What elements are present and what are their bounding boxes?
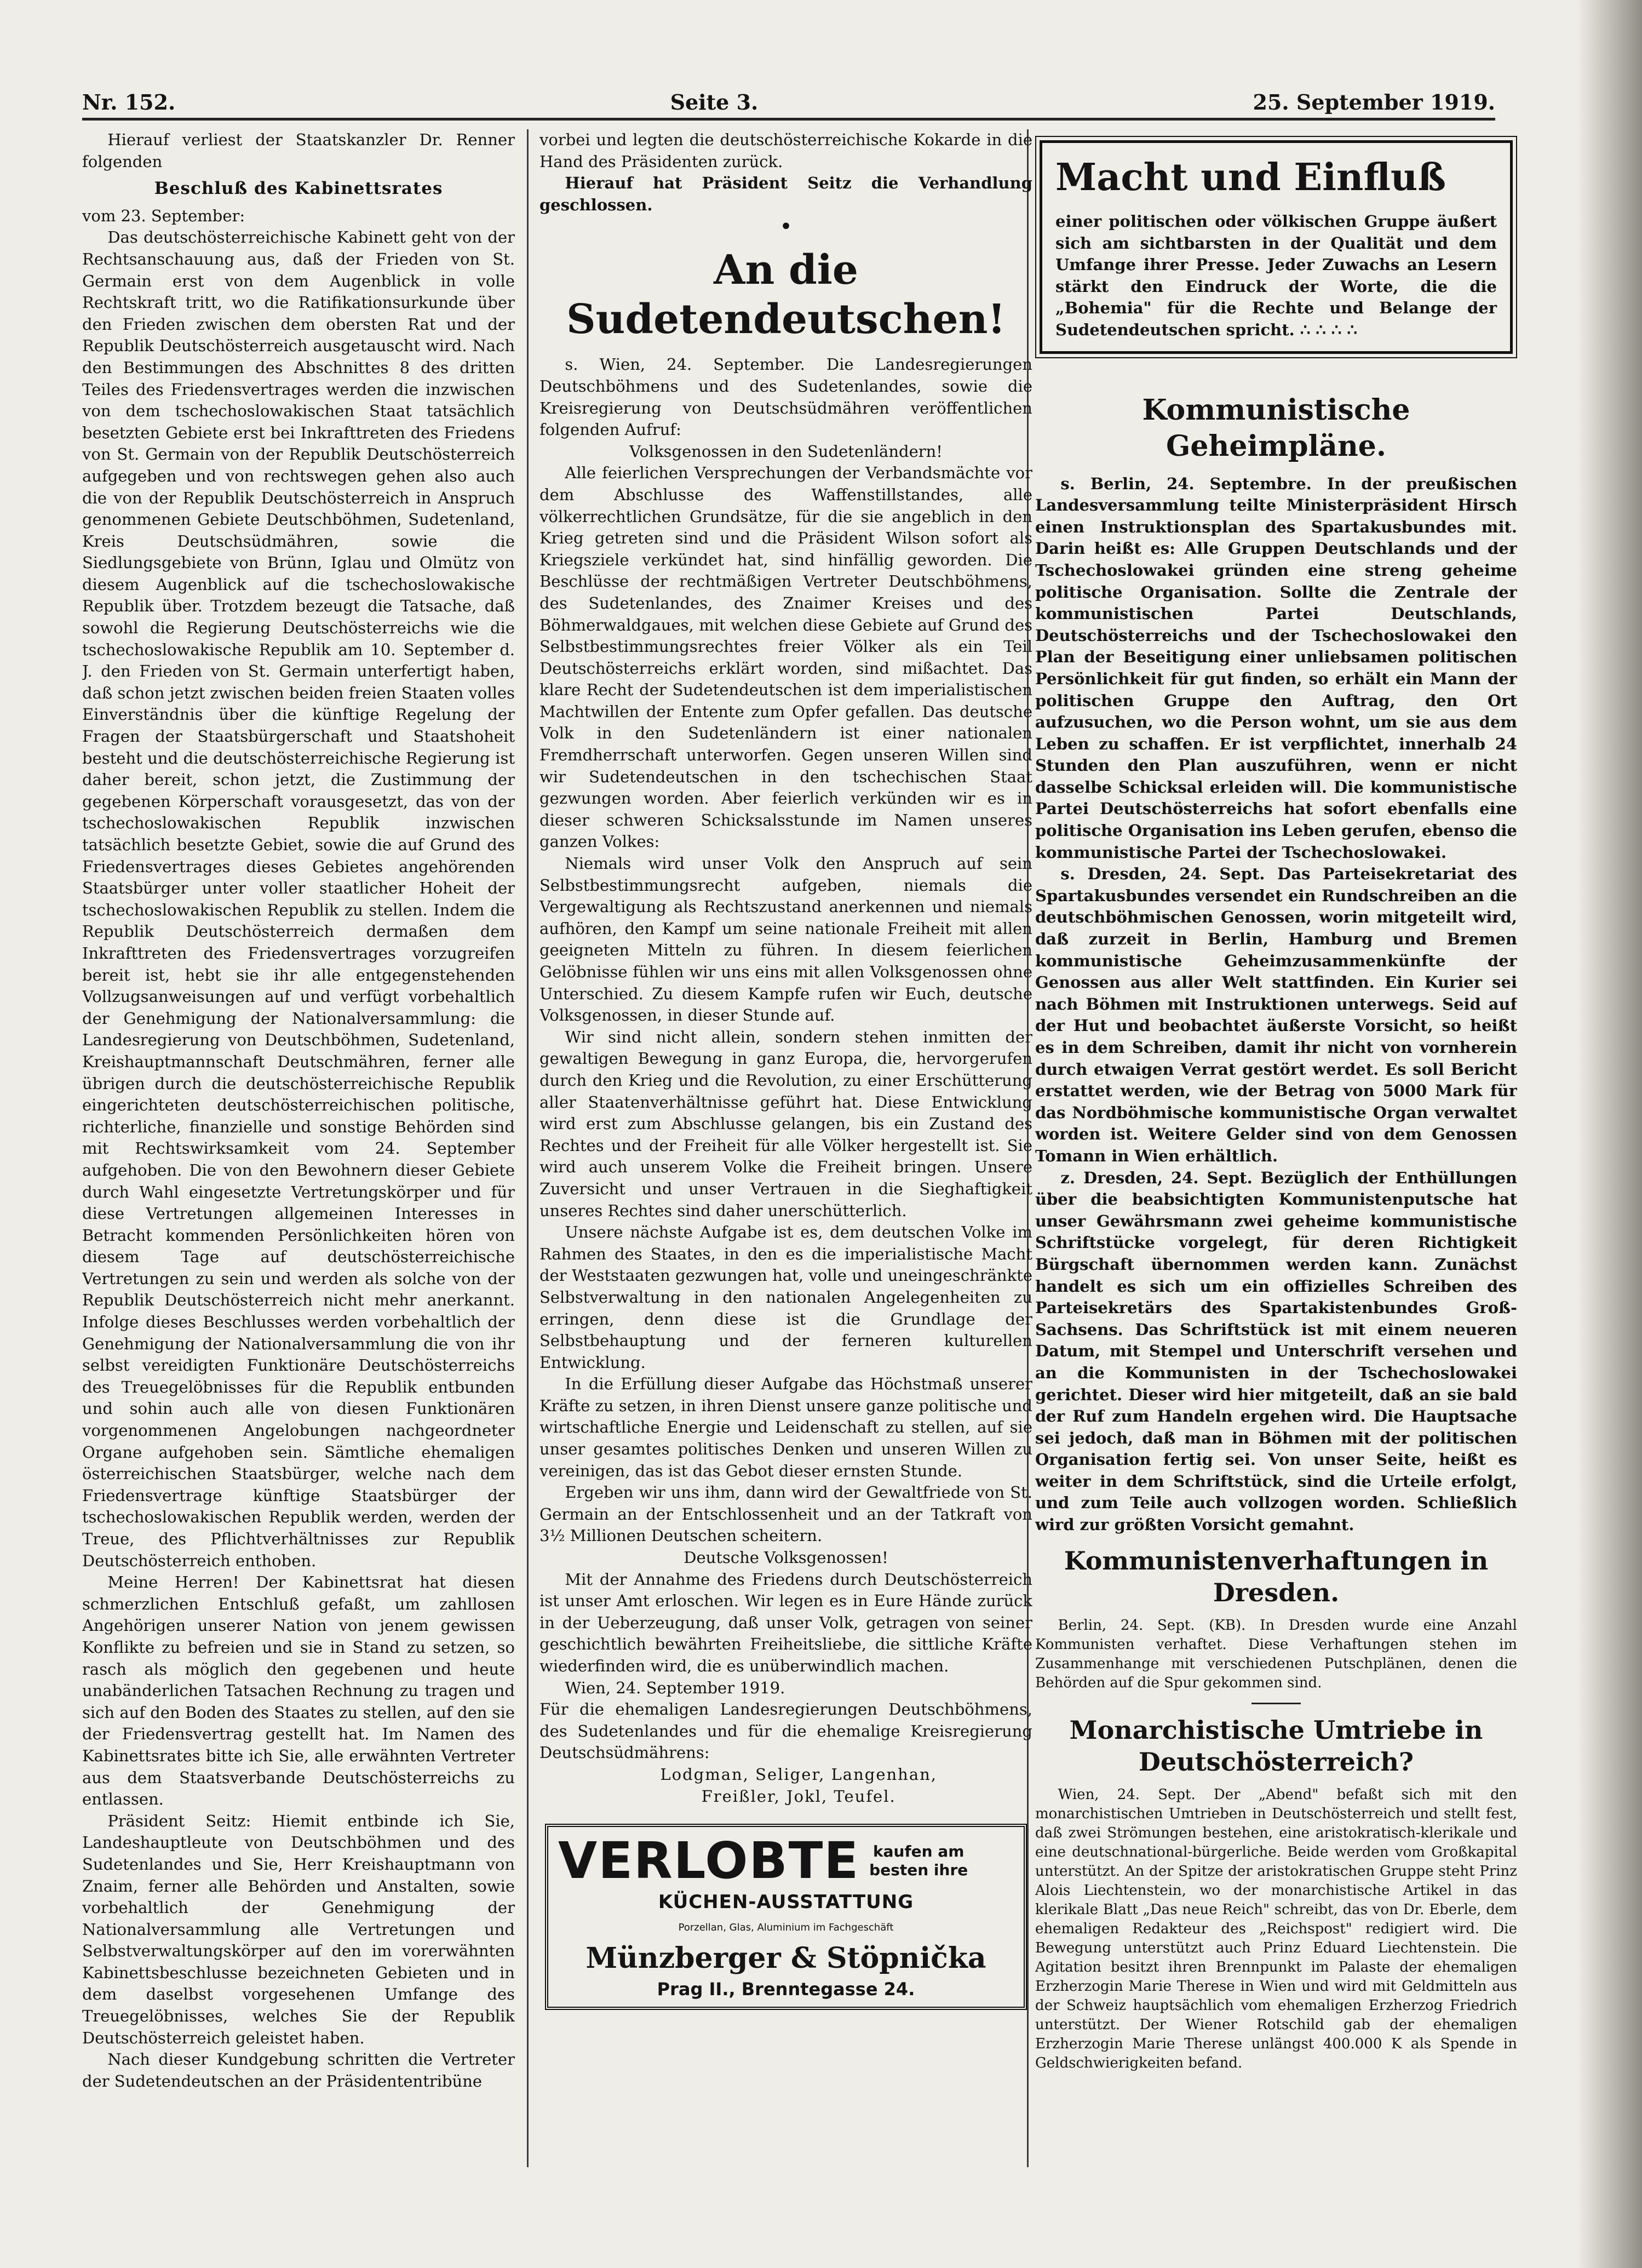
- column-3: [1035, 129, 1517, 2189]
- paragraph: Präsident Seitz: Hiemit entbinde ich Sie, Landeshauptleute von Deutschböhmen und des Sudetenlandes und Sie, Herr Kreishauptmann von Znaim, ferner alle Behörden und Anstalten, sowie vorbehaltlich der Genehmigung der Nationalversammlung alle Vertretungen und Selbstverwaltungskörper auf den im vorerwähnten Kabinettsbeschlusse bezeichneten Gebieten und in dem daselbst vorgesehenen Umfange des Treuegelöbnisses, welches Sie der Republik Deutschösterreich geleistet haben.: [82, 1811, 515, 2047]
- paragraph: Wien, 24. Sept. Der „Abend" befaßt sich mit den monarchistischen Umtrieben in Deutschösterreich und stellt fest, daß zwei Strömungen bestehen, eine aristokratisch-klerikale und eine deutschnational-bürgerliche. Beide werden vom Großkapital unterstützt. An der Spitze der aristokratischen Gruppe steht Prinz Alois Liechtenstein, wo der monarchistische Artikel in das klerikale Blatt „Das neue Reich" schreibt, das von Dr. Eberle, dem ehemaligen Redakteur des „Reichspost" redigiert wird. Die Bewegung unterstützt auch Prinz Eduard Liechtenstein. Die Agitation besitzt ihren Brennpunkt im Palaste der ehemaligen Erzherzogin Marie Therese in Wien und wird mit Geldmitteln aus der Schweiz hauptsächlich vom ehemaligen Erzherzog Friedrich unterstützt. Der Wiener Rotschild gab der ehemaligen Erzherzogin Marie Therese unlängst 400.000 K als Spende in Geldschwierigkeiten befand.: [1035, 1786, 1517, 2071]
- paragraph: In die Erfüllung dieser Aufgabe das Höchstmaß unserer Kräfte zu setzen, in ihren Dienst unsere ganze politische und wirtschaftliche Energie und Leidenschaft zu stellen, auf sie unser gesamtes politisches Denken und unseren Willen zu vereinigen, das ist das Gebot dieser ernsten Stunde.: [539, 1374, 1032, 1480]
- article-heading: Kommunistenverhaftungen in Dresden.: [1064, 1545, 1489, 1607]
- bohemia-promo-box: [1040, 140, 1513, 354]
- paragraph: Das deutschösterreichische Kabinett geht von der Rechtsanschauung aus, daß der Frieden von St. Germain erst von dem Augenblick in volle Rechtskraft tritt, wo die Ratifikationsurkunde über den Frieden zwischen dem obersten Rat und der Republik Deutschösterreich ausgetauscht wird. Nach den Bestimmungen des Abschnittes 8 des dritten Teiles des Friedensvertrages werden die inzwischen von dem tschechoslowakischen Staat tatsächlich besetzten Gebiete erst bei Inkrafttreten des Friedens von St. Germain von der Republik Deutschösterreich aufgegeben und von rechtswegen gehen also auch die von der Republik Deutschösterreich in Anspruch genommenen Gebiete Deutschböhmen, Sudetenland, Kreis Deutschsüdmähren, sowie die Siedlungsgebiete von Brünn, Iglau und Olmütz von diesem Augenblick auf die tschechoslowakische Republik über. Trotzdem bezeugt die Tatsache, daß sowohl die Regierung Deutschösterreichs wie die tschechoslowakische Republik am 10. September d. J. den Frieden von St. Germain unterfertigt haben, daß schon jetzt zwischen beiden freien Staaten volles Einverständnis über die künftige Regelung der Fragen der Staatsbürgerschaft und Staatshoheit besteht und die deutschösterreichische Regierung ist daher bereit, schon jetzt, die Zustimmung der gegebenen Körperschaft vorausgesetzt, das von der tschechoslowakischen Republik inzwischen tatsächlich besetzte Gebiet, sowie die auf Grund des Friedensvertrages dieses Gebietes angehörenden Staatsbürger unter voller staatlicher Hoheit der tschechoslowakischen Republik zu stellen. Indem die Republik Deutschösterreich dermaßen dem Inkrafttreten des Friedensvertrages vorzugreifen bereit ist, hebt sie ihr alle entgegenstehenden Vollzugsanweisungen auf und verfügt vorbehaltlich der Genehmigung der Nationalversammlung: die Landesregierung von Deutschböhmen, Sudetenland, Kreishauptmannschaft Deutschmähren, ferner alle übrigen durch die deutschösterreichische Republik eingerichteten deutschösterreichischen politische, richterliche, finanzielle und sonstige Behörden sind mit Rechtswirksamkeit vom 24. September aufgehoben. Die von den Bewohnern dieser Gebiete durch Wahl eingesetzte Vertretungskörper und für diese Vertretungen allgemeinen Interesses in Betracht kommenden Persönlichkeiten hören von diesem Tage auf deutschösterreichische Vertretungen zu sein und werden als solche von der Republik Deutschösterreich nicht mehr anerkannt. Infolge dieses Beschlusses werden vorbehaltlich der Genehmigung der Nationalversammlung die von ihr selbst vereidigten Funktionäre Deutschösterreichs des Treuegelöbnisses für die Republik entbunden und sohin auch alle von diesen Funktionären vorgenommenen Angelobungen nachgeordneter Organe aufgehoben sein. Sämtliche ehemaligen österreichischen Staatsbürger, welche nach dem Friedensvertrage künftige Staatsbürger der tschechoslowakischen Republik werden, werden der Treue, des Pflichtverhältnisses zur Republik Deutschösterreich enthoben.: [82, 228, 515, 1570]
- paragraph: s. Dresden, 24. Sept. Das Parteisekretariat des Spartakusbundes versendet ein Rundschreiben an die deutschböhmischen Genossen, worin mitgeteilt wird, daß zurzeit in Berlin, Hamburg und Bremen kommunistische Geheimzusammenkünfte der Genossen aus aller Welt stattfinden. Ein Kurier sei nach Böhmen mit Instruktionen unterwegs. Seid auf der Hut und beobachtet äußerste Vorsicht, so heißt es in dem Schreiben, damit ihr nicht von vornherein durch etwaigen Verrat gestört werdet. Es soll Bericht erstattet werden, wie der Betrag von 5000 Mark für das Nordböhmische kommunistische Organ verwaltet worden ist. Weitere Gelder sind von dem Genossen Tomann in Wien erhältlich.: [1035, 864, 1517, 1165]
- ad-side-line: kaufen am: [873, 1842, 964, 1861]
- paragraph: Alle feierlichen Versprechungen der Verbandsmächte vor dem Abschlusse des Waffenstillstandes, alle völkerrechtlichen Grundsätze, für die sie angeblich in den Krieg getreten sind und die Präsident Wilson sofort als Kriegsziele verkündet hat, sind hinfällig geworden. Die Beschlüsse der rechtmäßigen Vertreter Deutschböhmens, des Sudetenlandes, des Znaimer Kreises und des Böhmerwaldgaues, mit welchen diese Gebiete auf Grund des Selbstbestimmungsrechtes freier Völker als ein Teil Deutschösterreichs erklärt worden, sind mißachtet. Das klare Recht der Sudetendeutschen ist dem imperialistischen Machtwillen der Entente zum Opfer gefallen. Das deutsche Volk in den Sudetenländern ist einer nationalen Fremdherrschaft unterworfen. Gegen unseren Willen sind wir Sudetendeutschen in den tschechischen Staat gezwungen worden. Aber feierlich verkünden wir es in dieser schweren Schicksalsstunde im Namen unseres ganzen Volkes:: [539, 463, 1032, 851]
- paragraph: Unsere nächste Aufgabe ist es, dem deutschen Volke im Rahmen des Staates, in den es die imperialistische Macht der Weststaaten gezwungen hat, volle und uneingeschränkte Selbstverwaltung in den nationalen Angelegenheiten zu erringen, denn diese ist die Grundlage der Selbstbehauptung und der ferneren kulturellen Entwicklung.: [539, 1223, 1032, 1372]
- article-lead: s. Wien, 24. September. Die Landesregierungen Deutschböhmens und des Sudetenlandes, sowie die Kreisregierung von Deutschsüdmähren veröffentlichen folgenden Aufruf:: [539, 355, 1032, 439]
- promo-title: Macht und Einfluß: [1055, 156, 1446, 199]
- issue-number: Nr. 152.: [82, 90, 176, 114]
- page-header: [82, 87, 1495, 121]
- intro-text: Hierauf verliest der Staatskanzler Dr. Renner folgenden: [82, 130, 515, 171]
- ad-side-text: [869, 1842, 968, 1880]
- ad-side-line: besten ihre: [869, 1861, 968, 1880]
- salutation: Deutsche Volksgenossen!: [684, 1548, 888, 1567]
- promo-text: einer politischen oder völkischen Gruppe äußert sich am sichtbarsten in der Qualität und dem Umfange ihrer Presse. Jeder Zuwachs an Lesern stärkt den Eindruck der Worte, die die „Bohemia" für die Rechte und Belange der Sudetendeutschen spricht. ∴ ∴ ∴ ∴: [1055, 212, 1497, 339]
- paragraph: vorbei und legten die deutschösterreichische Kokarde in die Hand des Präsidenten zurück.: [539, 130, 1032, 171]
- ad-address: Prag II., Brenntegasse 24.: [657, 1978, 915, 2000]
- salutation: Volksgenossen in den Sudetenländern!: [629, 442, 943, 461]
- paragraph: Berlin, 24. Sept. (KB). In Dresden wurde eine Anzahl Kommunisten verhaftet. Diese Verhaftungen stehen im Zusammenhange mit verschiedenen Putschplänen, denen die Behörden auf die Spur gekommen sind.: [1035, 1617, 1517, 1691]
- separator-rule: [1251, 1703, 1301, 1704]
- cabinet-decision-heading: Beschluß des Kabinettsrates: [154, 179, 443, 199]
- ad-product: KÜCHEN-AUSSTATTUNG: [658, 1891, 914, 1914]
- article-heading: Monarchistische Umtriebe in Deutschösterreich?: [1069, 1715, 1483, 1777]
- ad-subline: Porzellan, Glas, Aluminium im Fachgeschäft: [678, 1922, 894, 1934]
- issue-date: 25. September 1919.: [1253, 90, 1495, 114]
- column-2: [539, 129, 1032, 2189]
- column-rule: [527, 129, 529, 2167]
- article-heading: An die Sudetendeutschen!: [566, 247, 1006, 343]
- ad-shop-name: Münzberger & Stöpnička: [585, 1941, 986, 1975]
- article-heading: Kommunistische Geheimpläne.: [1142, 393, 1410, 463]
- paragraph: Nach dieser Kundgebung schritten die Vertreter der Sudetendeutschen an der Präsidententribüne: [82, 2050, 515, 2091]
- paragraph: Ergeben wir uns ihm, dann wird der Gewaltfriede von St. Germain an der Entschlossenheit und an der Tatkraft von 3½ Millionen Deutschen scheitern.: [539, 1483, 1032, 1545]
- signers: Lodgman, Seliger, Langenhan,: [660, 1765, 938, 1784]
- signers: Freißler, Jokl, Teufel.: [701, 1786, 896, 1806]
- paragraph: Meine Herren! Der Kabinettsrat hat diesen schmerzlichen Entschluß gefaßt, um zahllosen Angehörigen unserer Nation von jenem gewissen Konflikte zu befreien und sie in Stand zu setzen, so rasch als möglich den gegebenen und heute unabänderlichen Tatsachen Rechnung zu tragen und sich auf den Boden des Staates zu stellen, auf den sie der Friedensvertrag gestellt hat. Im Namen des Kabinettsrates bitte ich Sie, alle erwähnten Vertreter aus dem Staatsverbande Deutschösterreichs zu entlassen.: [82, 1573, 515, 1809]
- paragraph: Wir sind nicht allein, sondern stehen inmitten der gewaltigen Bewegung in ganz Europa, die, hervorgerufen durch den Krieg und die Revolution, zu einer Erschütterung aller Staatenverhältnisse geführt hat. Diese Entwicklung wird erst zum Abschlusse gelangen, bis ein Zustand des Rechtes und der Freiheit für alle Völker hergestellt ist. Sie wird auch unserem Volke die Freiheit bringen. Unsere Zuversicht und unser Vertrauen in die Sieghaftigkeit unseres Rechtes sind daher unerschütterlich.: [539, 1027, 1032, 1220]
- paragraph: Hierauf hat Präsident Seitz die Verhandlung geschlossen.: [539, 174, 1032, 214]
- paragraph: z. Dresden, 24. Sept. Bezüglich der Enthüllungen über die beabsichtigten Kommunistenputsche hat unser Gewährsmann zwei geheime kommunistische Schriftstücke vorgelegt, für deren Richtigkeit Bürgschaft übernommen werden kann. Zunächst handelt es sich um ein offizielles Schreiben des Parteisekretärs des Spartakistenbundes Groß-Sachsens. Das Schriftstück ist mit einem neueren Datum, mit Stempel und Unterschrift versehen und an die Kommunisten in der Tschechoslowakei gerichtet. Dieser wird hier mitgeteilt, daß an sie bald der Ruf zum Handeln ergehen wird. Die Hauptsache sei jedoch, daß man in Böhmen mit der politischen Organisation fertig sei. Von unser Seite, heißt es weiter in dem Schriftstück, sind die Urteile erfolgt, und zum Teile auch vollzogen worden. Schließlich wird zur größten Vorsicht gemahnt.: [1035, 1168, 1517, 1534]
- page-edge-shadow: [1576, 0, 1642, 2268]
- paragraph: Mit der Annahme des Friedens durch Deutschösterreich ist unser Amt erloschen. Wir legen es in Eure Hände zurück in der Ueberzeugung, daß unser Volk, getragen von seiner geschichtlich bewährten Freiheitsliebe, die sittliche Kräfte wiederfinden wird, die es unüberwindlich machen.: [539, 1570, 1032, 1675]
- paragraph: Niemals wird unser Volk den Anspruch auf sein Selbstbestimmungsrecht aufgeben, niemals die Vergewaltigung als Rechtszustand anerkennen und niemals aufhören, den Kampf um seine nationale Freiheit mit allen geeigneten Mitteln zu führen. In diesem feierlichen Gelöbnisse fühlen wir uns eins mit allen Volksgenossen ohne Unterschied. Zu diesem Kampfe rufen wir Euch, deutsche Volksgenossen, in dieser Stunde auf.: [539, 854, 1032, 1025]
- column-1: [82, 129, 515, 2189]
- place-date: Wien, 24. September 1919.: [565, 1678, 785, 1697]
- paragraph: s. Berlin, 24. Septembre. In der preußischen Landesversammlung teilte Ministerpräsident Hirsch einen Instruktionsplan des Spartakusbundes mit. Darin heißt es: Alle Gruppen Deutschlands und der Tschechoslowakei gründen eine streng geheime politische Organisation. Sollte die Zentrale der kommunistischen Partei Deutschlands, Deutschösterreichs und der Tschechoslowakei den Plan der Beseitigung einer unliebsamen politischen Persönlichkeit für gut finden, so erhält ein Mann der politischen Gruppe den Auftrag, den Ort aufzusuchen, wo die Person wohnt, um sie aus dem Leben zu schaffen. Er ist verpflichtet, innerhalb 24 Stunden den Plan auszuführen, wenn er nicht dasselbe Schicksal erleiden will. Die kommunistische Partei Deutschösterreichs hat sofort ebenfalls eine politische Organisation ins Leben gerufen, ebenso die kommunistische Partei der Tschechoslowakei.: [1035, 474, 1517, 862]
- decision-date: vom 23. September:: [82, 206, 245, 225]
- ad-headline: VERLOBTE: [558, 1831, 860, 1891]
- advertisement: [545, 1824, 1027, 2010]
- page-number: Seite 3.: [670, 90, 759, 114]
- separator-dot: •: [779, 214, 793, 240]
- signed-for: Für die ehemaligen Landesregierungen Deutschböhmens, des Sudetenlandes und für die ehemalige Kreisregierung Deutschsüdmährens:: [539, 1700, 1032, 1762]
